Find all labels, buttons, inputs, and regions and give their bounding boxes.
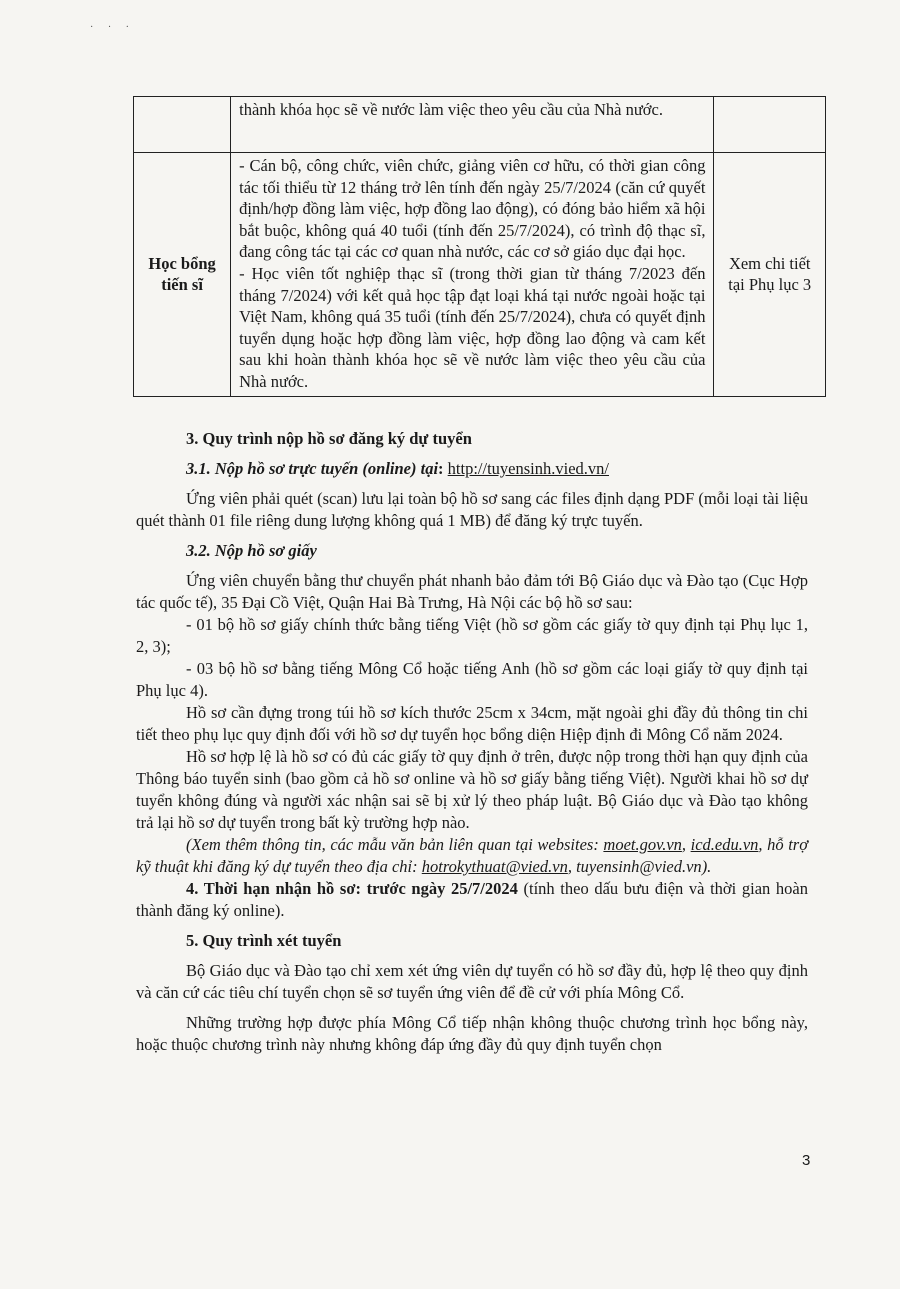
phd-scholarship-label: Học bổng tiến sĩ xyxy=(134,153,231,397)
table-cell-empty xyxy=(134,97,231,153)
section-3-2-paragraph-2: Hồ sơ cần đựng trong túi hồ sơ kích thước 25cm x 34cm, mặt ngoài ghi đầy đủ thông tin chi tiết theo phụ lục quy định đối với hồ sơ dự tuyển học bổng diện Hiệp định đi Mông Cổ năm 2024. xyxy=(136,703,808,744)
section-3-heading: 3. Quy trình nộp hồ sơ đăng ký dự tuyển xyxy=(186,429,472,448)
section-5-heading: 5. Quy trình xét tuyển xyxy=(186,931,342,950)
scholarship-table xyxy=(133,96,826,397)
section-3-2-heading: 3.2. Nộp hồ sơ giấy xyxy=(186,541,317,560)
online-registration-link[interactable]: http://tuyensinh.vied.vn/ xyxy=(447,459,609,478)
document-body xyxy=(136,428,808,1056)
scan-artifact: · · · xyxy=(90,22,135,33)
more-info-note: (Xem thêm thông tin, các mẫu văn bản liên quan tại websites: moet.gov.vn, icd.edu.vn, hỗ trợ kỹ thuật khi đăng ký dự tuyển theo địa chỉ: hotrokythuat@vied.vn, tuyensinh@vied.vn). xyxy=(136,835,809,876)
page-number: 3 xyxy=(802,1152,811,1169)
section-4-deadline: 4. Thời hạn nhận hồ sơ: trước ngày 25/7/2024 (tính theo dấu bưu điện và thời gian hoàn thành đăng ký online). xyxy=(136,879,808,920)
table-cell-content: thành khóa học sẽ về nước làm việc theo yêu cầu của Nhà nước. xyxy=(231,97,714,153)
icd-link[interactable]: icd.edu.vn xyxy=(690,835,759,854)
section-3-2-paragraph-1: Ứng viên chuyển bằng thư chuyển phát nhanh bảo đảm tới Bộ Giáo dục và Đào tạo (Cục Hợp tác quốc tế), 35 Đại Cồ Việt, Quận Hai Bà Trưng, Hà Nội các bộ hồ sơ sau: xyxy=(136,571,808,612)
phd-eligibility-item-1: - Cán bộ, công chức, viên chức, giảng viên cơ hữu, có thời gian công tác tối thiểu từ 12 tháng trở lên tính đến ngày 25/7/2024 (căn cứ quyết định/hợp đồng làm việc, hợp đồng lao động), có đóng bảo hiểm xã hội bắt buộc, không quá 40 tuổi (tính đến 25/7/2024), có trình độ thạc sĩ, đang công tác tại các cơ quan nhà nước, các cơ sở giáo dục đại học. xyxy=(239,156,706,262)
phd-note-cell: Xem chi tiết tại Phụ lục 3 xyxy=(714,153,826,397)
table-row-continued xyxy=(134,97,826,153)
phd-eligibility-cell xyxy=(231,153,714,397)
support-email-link[interactable]: hotrokythuat@vied.vn xyxy=(421,857,568,876)
section-3-1-text: Ứng viên phải quét (scan) lưu lại toàn bộ hồ sơ sang các files định dạng PDF (mỗi loại tài liệu quét thành 01 file riêng dung lượng không quá 1 MB) để đăng ký trực tuyến. xyxy=(136,489,808,530)
section-3-1-heading: 3.1. Nộp hồ sơ trực tuyến (online) tại: http://tuyensinh.vied.vn/ xyxy=(186,459,609,478)
section-3-2-paragraph-3: Hồ sơ hợp lệ là hồ sơ có đủ các giấy tờ quy định ở trên, được nộp trong thời hạn quy định của Thông báo tuyển sinh (bao gồm cả hồ sơ online và hồ sơ giấy bằng tiếng Việt). Người khai hồ sơ dự tuyển không đúng và người xác nhận sai sẽ bị xử lý theo pháp luật. Bộ Giáo dục và Đào tạo không trả lại hồ sơ dự tuyển trong bất kỳ trường hợp nào. xyxy=(136,747,808,832)
section-3-2-item-2: - 03 bộ hồ sơ bằng tiếng Mông Cổ hoặc tiếng Anh (hồ sơ gồm các loại giấy tờ quy định tại Phụ lục 4). xyxy=(136,659,808,700)
admissions-email[interactable]: tuyensinh@vied.vn xyxy=(576,857,702,876)
table-row-phd xyxy=(134,153,826,397)
section-5-paragraph-2: Những trường hợp được phía Mông Cổ tiếp nhận không thuộc chương trình học bổng này, hoặc thuộc chương trình này nhưng không đáp ứng đầy đủ quy định tuyển chọn xyxy=(136,1013,808,1054)
section-5-paragraph-1: Bộ Giáo dục và Đào tạo chỉ xem xét ứng viên dự tuyển có hồ sơ đầy đủ, hợp lệ theo quy định và căn cứ các tiêu chí tuyển chọn sẽ sơ tuyển ứng viên để đề cử với phía Mông Cổ. xyxy=(136,961,808,1002)
phd-eligibility-item-2: - Học viên tốt nghiệp thạc sĩ (trong thời gian từ tháng 7/2023 đến tháng 7/2024) với kết quả học tập đạt loại khá tại nước ngoài hoặc tại Việt Nam, không quá 35 tuổi (tính đến 25/7/2024), chưa có quyết định tuyển dụng hoặc hợp đồng làm việc, hợp đồng lao động và cam kết sau khi hoàn thành khóa học sẽ về nước làm việc theo yêu cầu của Nhà nước. xyxy=(239,263,706,391)
section-3-2-item-1: - 01 bộ hồ sơ giấy chính thức bằng tiếng Việt (hồ sơ gồm các giấy tờ quy định tại Phụ lục 1, 2, 3); xyxy=(136,615,808,656)
moet-link[interactable]: moet.gov.vn xyxy=(603,835,682,854)
table-cell-empty xyxy=(714,97,826,153)
